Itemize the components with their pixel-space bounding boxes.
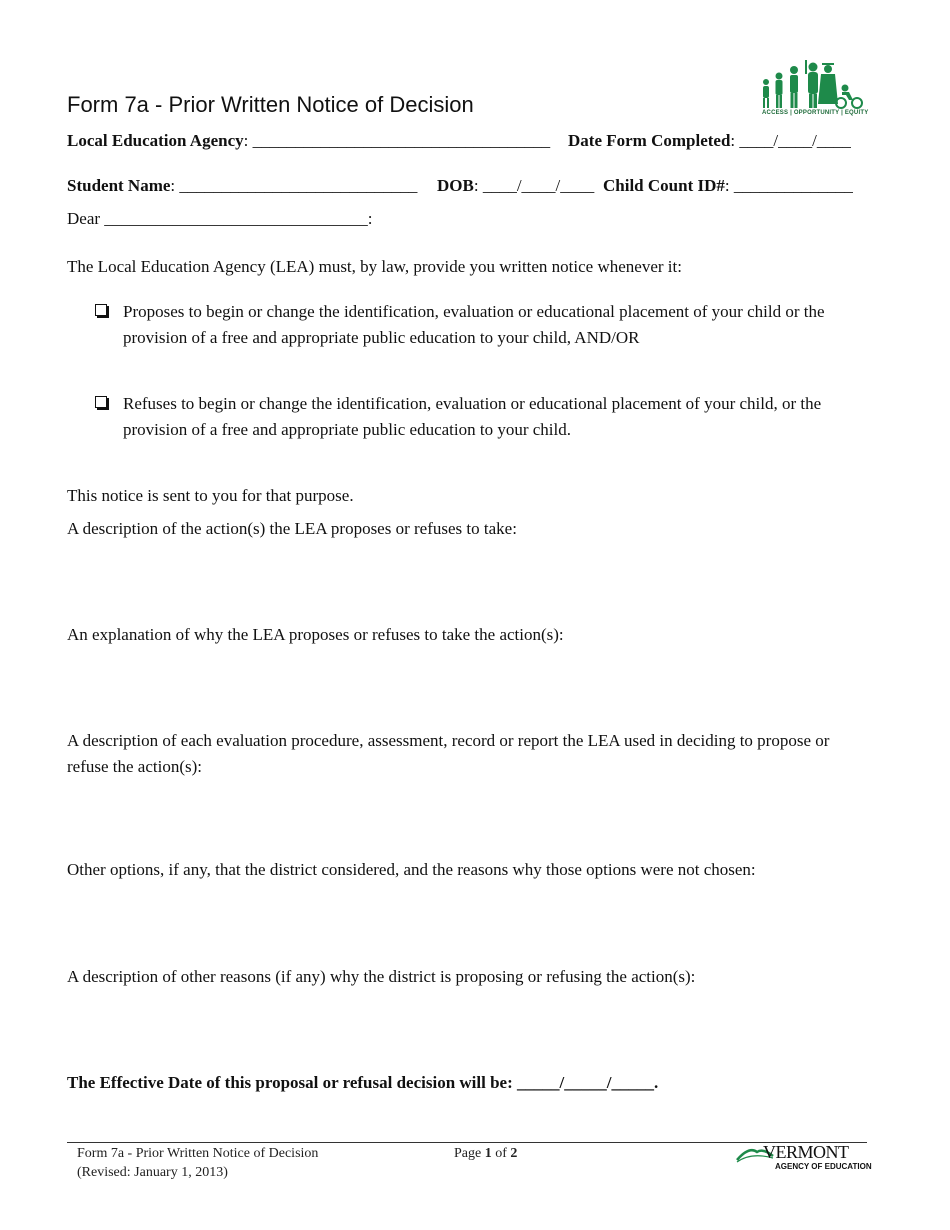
vermont-wordmark: VERMONT — [763, 1142, 849, 1162]
lea-field[interactable] — [67, 131, 550, 151]
student-name-blank[interactable]: : ____________________________ — [170, 176, 418, 195]
student-name-field[interactable] — [67, 176, 417, 196]
vermont-agency-logo — [735, 1142, 872, 1178]
family-silhouette-icon — [758, 58, 868, 110]
option-proposes-text: Proposes to begin or change the identification, evaluation or educational placement of your child or the provision of a free and appropriate public education to your child, AND/OR — [123, 302, 825, 347]
prompt-other-options: Other options, if any, that the district considered, and the reasons why those options were not chosen: — [67, 860, 756, 879]
intro-text: The Local Education Agency (LEA) must, by law, provide you written notice whenever it: — [67, 257, 682, 276]
child-count-blank[interactable]: : ______________ — [724, 176, 853, 195]
option-proposes[interactable] — [95, 299, 860, 351]
child-count-field[interactable] — [603, 176, 853, 196]
page-title: Form 7a - Prior Written Notice of Decision — [67, 92, 474, 117]
prompt-evaluation: A description of each evaluation procedure, assessment, record or report the LEA used in deciding to propose or refuse the action(s): — [67, 731, 830, 776]
footer-form-name: Form 7a - Prior Written Notice of Decision — [77, 1146, 319, 1161]
dob-blank[interactable]: : ____/____/____ — [473, 176, 595, 195]
prompt-action: A description of the action(s) the LEA proposes or refuses to take: — [67, 519, 517, 538]
page-of: of — [491, 1146, 511, 1161]
dob-label: DOB — [437, 176, 474, 195]
page-prefix: Page — [454, 1146, 485, 1161]
child-count-label: Child Count ID# — [603, 176, 725, 195]
agency-logo — [758, 58, 868, 120]
page-total: 2 — [510, 1146, 518, 1161]
lea-blank[interactable]: : ___________________________________ — [243, 131, 551, 150]
date-completed-label: Date Form Completed — [568, 131, 731, 150]
salutation-line[interactable]: Dear _______________________________: — [67, 209, 373, 228]
lea-label: Local Education Agency — [67, 131, 244, 150]
prompt-other-reasons: A description of other reasons (if any) why the district is proposing or refusing the action(s): — [67, 967, 696, 986]
student-name-label: Student Name — [67, 176, 171, 195]
date-completed-field[interactable] — [568, 131, 851, 151]
date-completed-blank[interactable]: : ____/____/____ — [730, 131, 851, 150]
agency-of-education-text: AGENCY OF EDUCATION — [775, 1162, 872, 1171]
checkbox-icon[interactable] — [95, 396, 107, 408]
prompt-explanation: An explanation of why the LEA proposes or refuses to take the action(s): — [67, 625, 564, 644]
footer-page-number — [454, 1146, 517, 1162]
effective-date-line[interactable]: The Effective Date of this proposal or refusal decision will be: _____/_____/_____. — [67, 1073, 659, 1092]
purpose-text: This notice is sent to you for that purpose. — [67, 486, 354, 505]
option-refuses[interactable] — [95, 391, 860, 443]
page-current: 1 — [484, 1146, 492, 1161]
footer-revised: (Revised: January 1, 2013) — [77, 1165, 228, 1180]
checkbox-icon[interactable] — [95, 304, 107, 316]
option-refuses-text: Refuses to begin or change the identification, evaluation or educational placement of your child, or the provision of a free and appropriate public education to your child. — [123, 394, 822, 439]
dob-field[interactable] — [437, 176, 594, 196]
logo-caption: ACCESS | OPPORTUNITY | EQUITY — [762, 110, 869, 116]
